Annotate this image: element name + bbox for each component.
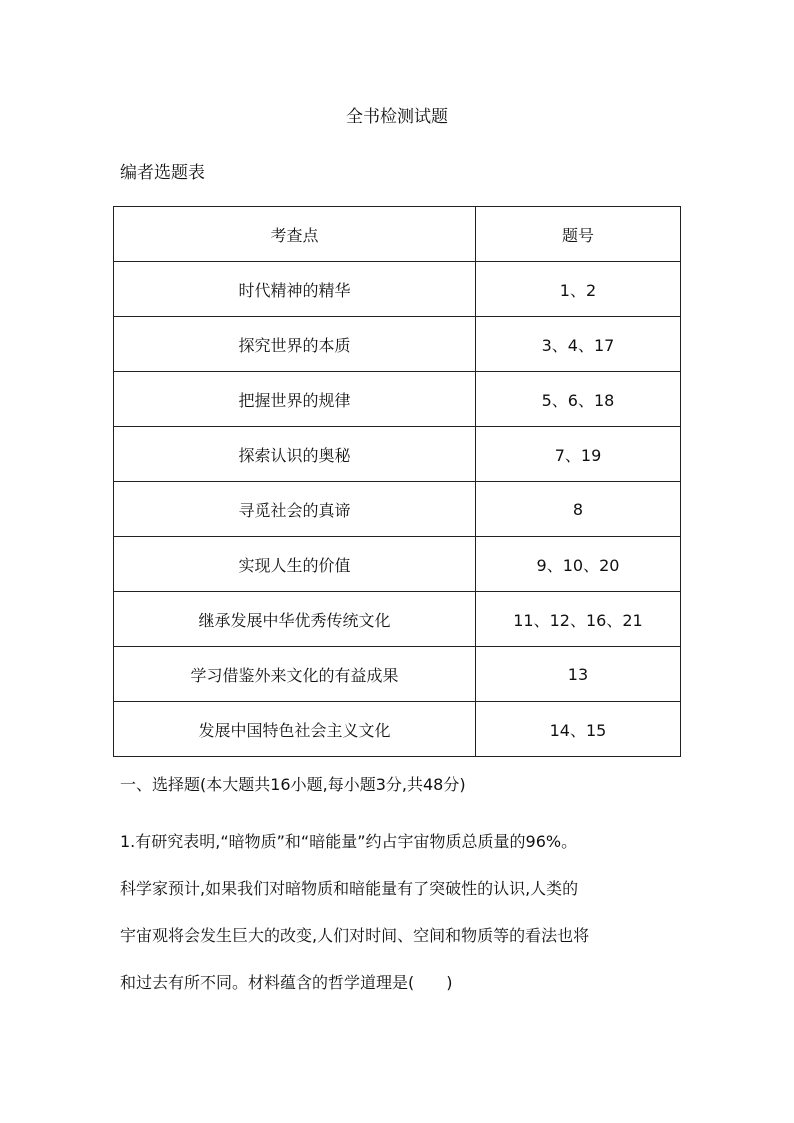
numbers-cell: 5、6、18 [475,372,680,427]
question-line: 和过去有所不同。材料蕴含的哲学道理是( ) [120,973,453,992]
question-1 [120,828,700,1016]
topic-cell: 探索认识的奥秘 [114,427,476,482]
table-row [114,427,681,482]
numbers-cell: 3、4、17 [475,317,680,372]
topic-cell: 寻觅社会的真谛 [114,482,476,537]
question-section-heading: 一、选择题(本大题共16小题,每小题3分,共48分) [120,775,466,794]
table-row [114,262,681,317]
section-label: 编者选题表 [120,163,205,183]
table-row [114,702,681,757]
topic-cell: 时代精神的精华 [114,262,476,317]
numbers-cell: 9、10、20 [475,537,680,592]
table-row [114,592,681,647]
table-row [114,317,681,372]
topic-table [113,206,681,757]
table-row [114,482,681,537]
topic-cell: 发展中国特色社会主义文化 [114,702,476,757]
header-topic: 考查点 [114,207,476,262]
topic-cell: 学习借鉴外来文化的有益成果 [114,647,476,702]
topic-cell: 继承发展中华优秀传统文化 [114,592,476,647]
topic-cell: 实现人生的价值 [114,537,476,592]
numbers-cell: 13 [475,647,680,702]
page-title: 全书检测试题 [346,107,448,127]
table-row [114,647,681,702]
question-line: 宇宙观将会发生巨大的改变,人们对时间、空间和物质等的看法也将 [120,926,590,945]
table-row [114,537,681,592]
table-header-row [114,207,681,262]
topic-cell: 探究世界的本质 [114,317,476,372]
numbers-cell: 8 [475,482,680,537]
topic-cell: 把握世界的规律 [114,372,476,427]
numbers-cell: 11、12、16、21 [475,592,680,647]
header-numbers: 题号 [475,207,680,262]
question-line: 科学家预计,如果我们对暗物质和暗能量有了突破性的认识,人类的 [120,879,579,898]
numbers-cell: 7、19 [475,427,680,482]
question-line: 1.有研究表明,“暗物质”和“暗能量”约占宇宙物质总质量的96%。 [120,832,578,851]
table-row [114,372,681,427]
numbers-cell: 14、15 [475,702,680,757]
numbers-cell: 1、2 [475,262,680,317]
